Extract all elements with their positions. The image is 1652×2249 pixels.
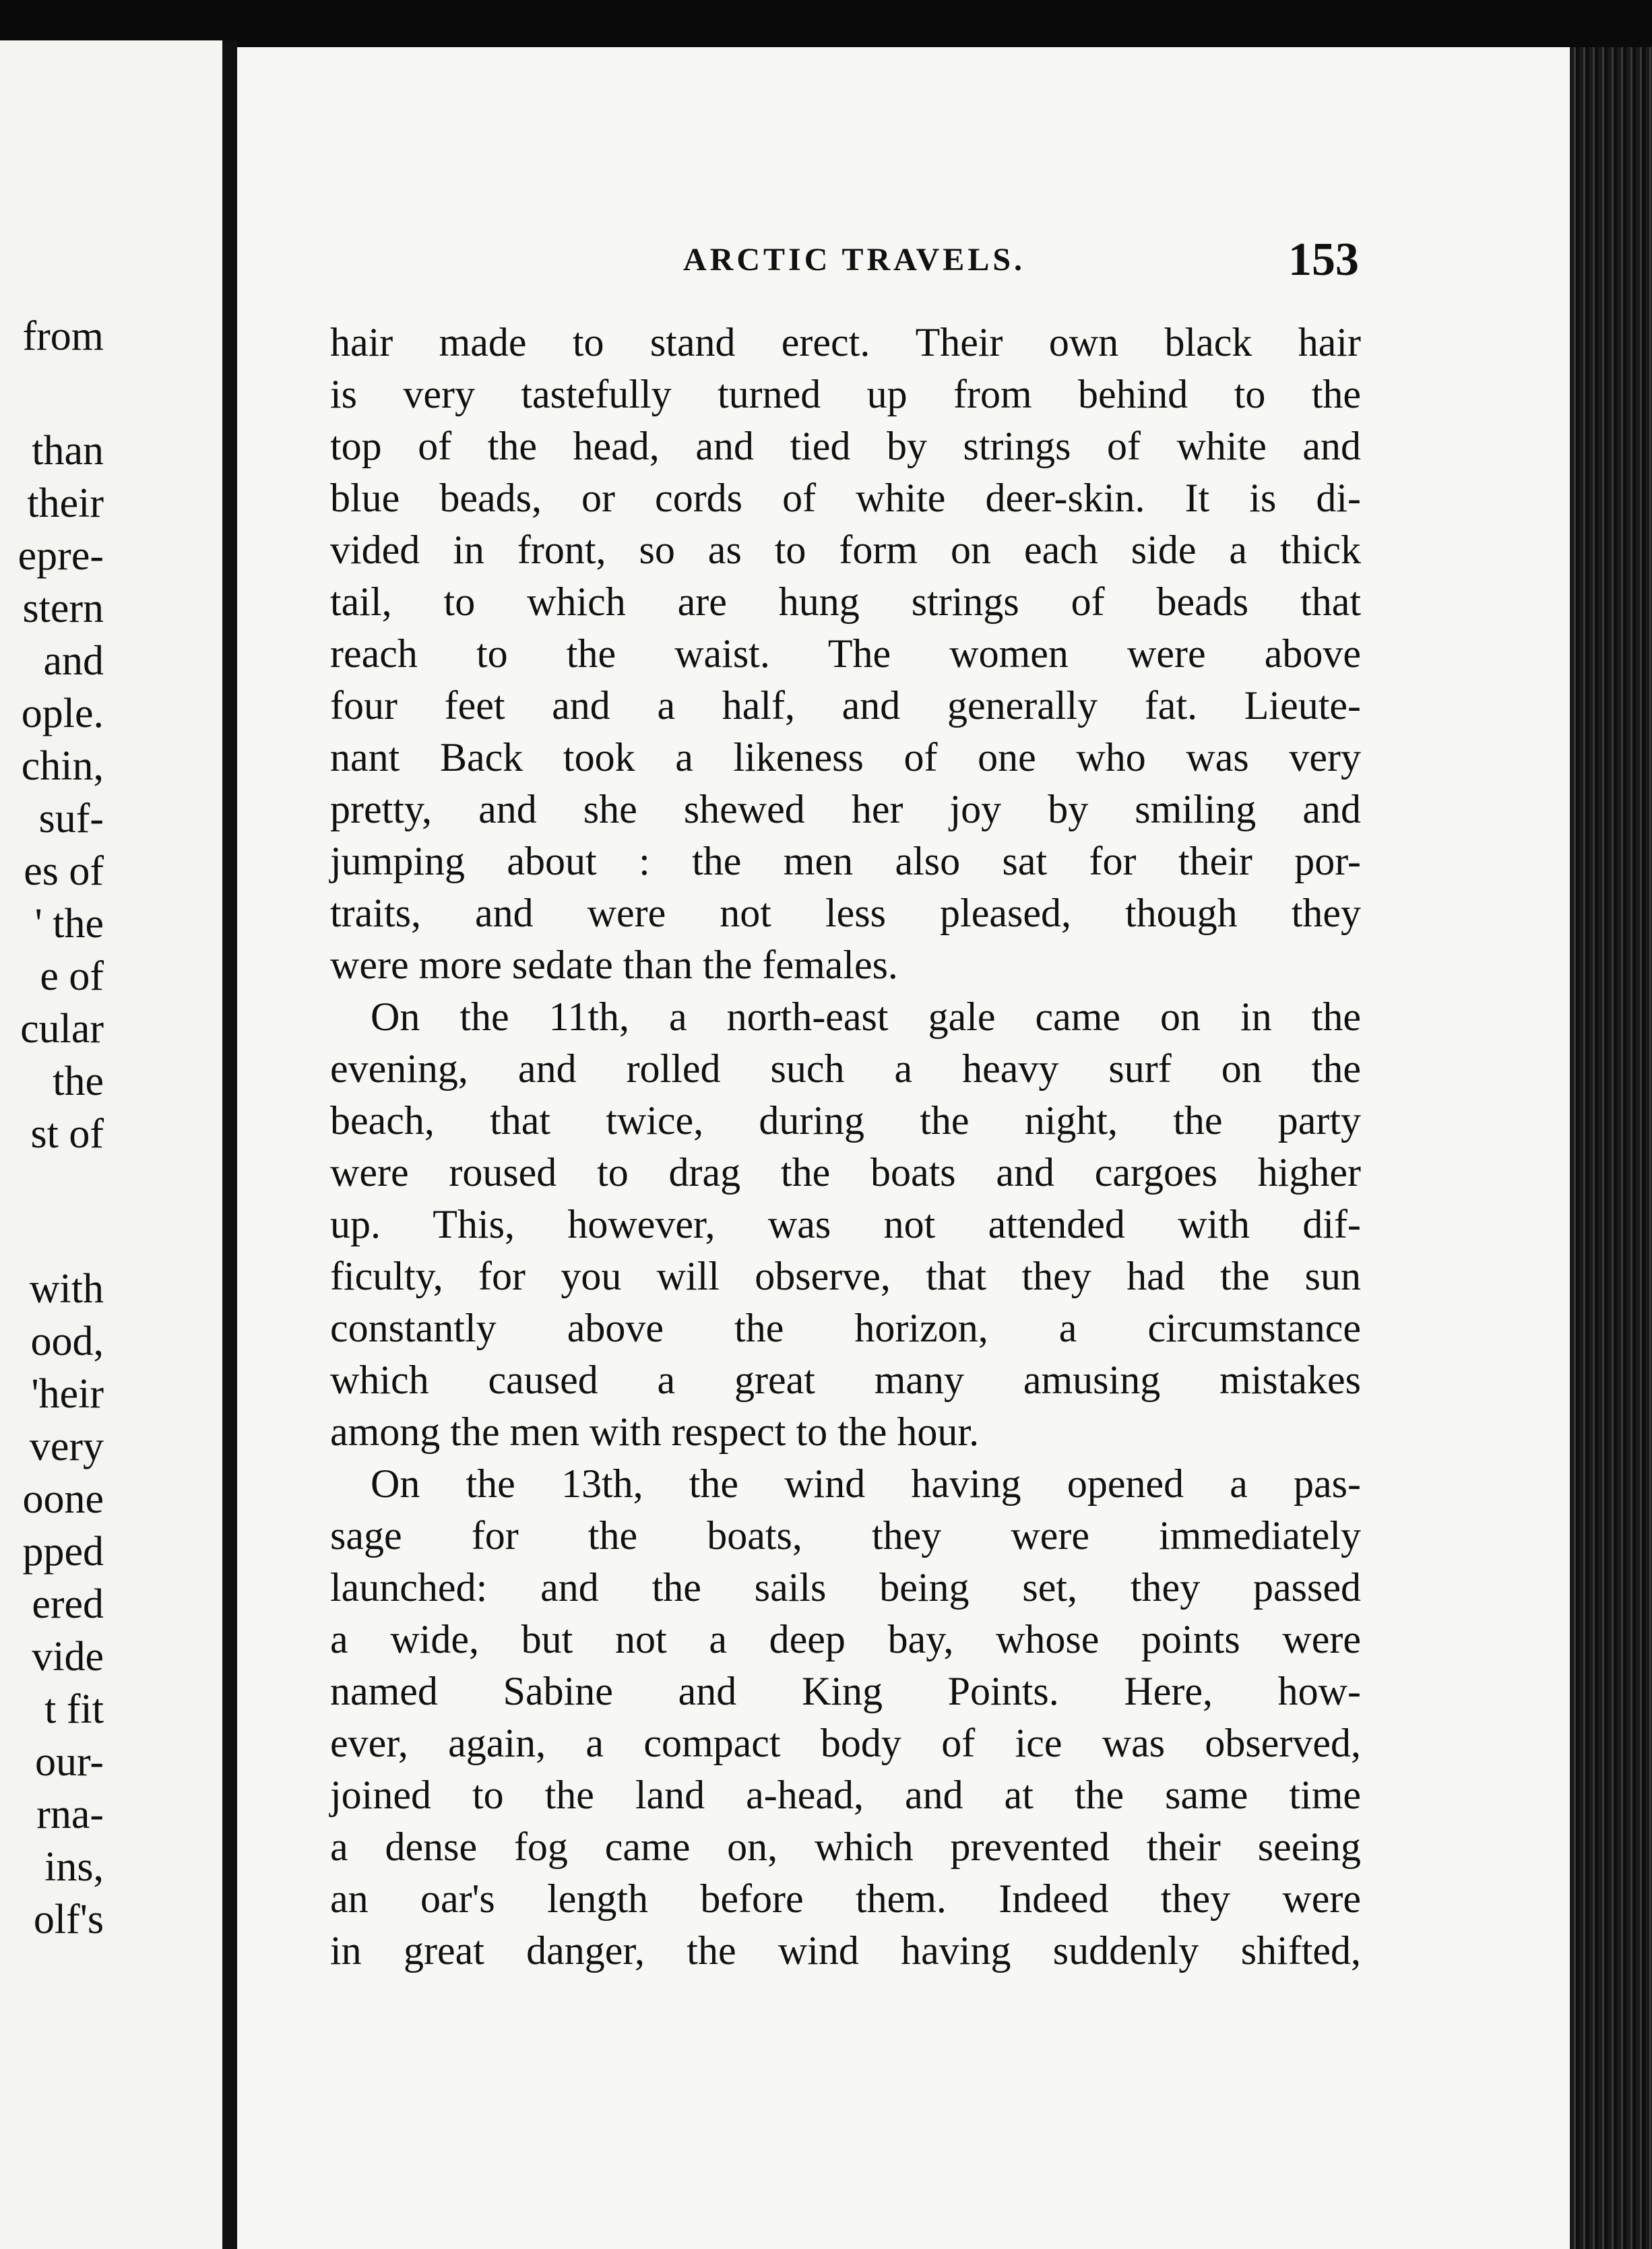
- text-line: named Sabine and King Points. Here, how-: [330, 1669, 1361, 1713]
- text-line: evening, and rolled such a heavy surf on the: [330, 1046, 1361, 1091]
- left-fragment-line: stern: [22, 585, 104, 631]
- text-line: constantly above the horizon, a circumstance: [330, 1306, 1361, 1350]
- left-page-fragment: [0, 40, 222, 2249]
- right-page: [237, 47, 1570, 2249]
- left-fragment-line: our-: [34, 1739, 104, 1785]
- scan-top-border: [0, 0, 1652, 47]
- text-line: is very tastefully turned up from behind to the: [330, 372, 1361, 416]
- text-line: pretty, and she shewed her joy by smiling and: [330, 787, 1361, 831]
- text-line: ficulty, for you will observe, that they had the sun: [330, 1254, 1361, 1298]
- left-fragment-line: ople.: [21, 691, 104, 736]
- text-line: hair made to stand erect. Their own black hair: [330, 320, 1361, 365]
- page-header: [237, 233, 1359, 294]
- body-text: [330, 317, 1361, 1977]
- text-line: beach, that twice, during the night, the party: [330, 1098, 1361, 1143]
- text-line: which caused a great many amusing mistakes: [330, 1358, 1361, 1402]
- left-fragment-line: olf's: [33, 1897, 104, 1942]
- text-line: in great danger, the wind having suddenly shifted,: [330, 1928, 1361, 1973]
- left-page-text-fragments: [0, 40, 222, 2249]
- left-fragment-line: the: [53, 1058, 104, 1104]
- left-fragment-line: t fit: [44, 1686, 104, 1732]
- running-head: ARCTIC TRAVELS.: [683, 242, 1026, 278]
- text-line: a wide, but not a deep bay, whose points were: [330, 1617, 1361, 1661]
- text-line: four feet and a half, and generally fat. Lieute-: [330, 683, 1361, 728]
- page-number: 153: [1288, 234, 1359, 286]
- left-fragment-line: epre-: [18, 533, 104, 579]
- left-fragment-line: very: [29, 1424, 104, 1469]
- text-line: among the men with respect to the hour.: [330, 1409, 980, 1454]
- left-fragment-line: ins,: [44, 1844, 104, 1890]
- left-fragment-line: es of: [24, 848, 104, 894]
- text-line: ever, again, a compact body of ice was observed,: [330, 1721, 1361, 1765]
- left-fragment-line: 'heir: [31, 1371, 104, 1417]
- text-line: On the 13th, the wind having opened a pas-: [371, 1461, 1361, 1506]
- left-fragment-line: ood,: [30, 1319, 104, 1364]
- text-line: a dense fog came on, which prevented their seeing: [330, 1825, 1361, 1869]
- left-fragment-line: with: [29, 1266, 104, 1312]
- page-edge-stack: [1570, 47, 1652, 2249]
- text-line: blue beads, or cords of white deer-skin. It is di-: [330, 476, 1361, 520]
- text-line: reach to the waist. The women were above: [330, 631, 1361, 676]
- text-line: launched: and the sails being set, they passed: [330, 1565, 1361, 1610]
- left-fragment-line: oone: [22, 1476, 104, 1522]
- left-fragment-line: e of: [40, 953, 104, 999]
- text-line: up. This, however, was not attended with dif-: [330, 1202, 1361, 1246]
- left-fragment-line: rna-: [36, 1792, 104, 1837]
- left-fragment-line: ' the: [34, 901, 104, 947]
- left-fragment-line: from: [22, 313, 104, 359]
- text-line: On the 11th, a north-east gale came on in the: [371, 994, 1361, 1039]
- left-fragment-line: cular: [20, 1006, 104, 1052]
- text-line: traits, and were not less pleased, though they: [330, 891, 1361, 935]
- text-line: nant Back took a likeness of one who was very: [330, 735, 1361, 780]
- left-fragment-line: ered: [32, 1581, 104, 1627]
- text-line: were more sedate than the females.: [330, 943, 898, 987]
- text-line: jumping about : the men also sat for their por-: [330, 839, 1361, 883]
- left-fragment-line: st of: [30, 1111, 104, 1157]
- text-line: sage for the boats, they were immediately: [330, 1513, 1361, 1558]
- left-fragment-line: their: [27, 480, 104, 526]
- text-line: tail, to which are hung strings of beads that: [330, 579, 1361, 624]
- left-fragment-line: than: [32, 428, 104, 474]
- text-line: joined to the land a-head, and at the same time: [330, 1773, 1361, 1817]
- text-line: were roused to drag the boats and cargoes higher: [330, 1150, 1361, 1195]
- left-fragment-line: suf-: [38, 796, 104, 842]
- left-fragment-line: chin,: [21, 743, 104, 789]
- left-fragment-line: pped: [22, 1529, 104, 1575]
- text-line: an oar's length before them. Indeed they were: [330, 1876, 1361, 1921]
- text-line: vided in front, so as to form on each side a thick: [330, 528, 1361, 572]
- left-fragment-line: and: [43, 638, 104, 684]
- left-fragment-line: vide: [32, 1634, 104, 1680]
- book-gutter: [222, 40, 237, 2249]
- text-line: top of the head, and tied by strings of white and: [330, 424, 1361, 468]
